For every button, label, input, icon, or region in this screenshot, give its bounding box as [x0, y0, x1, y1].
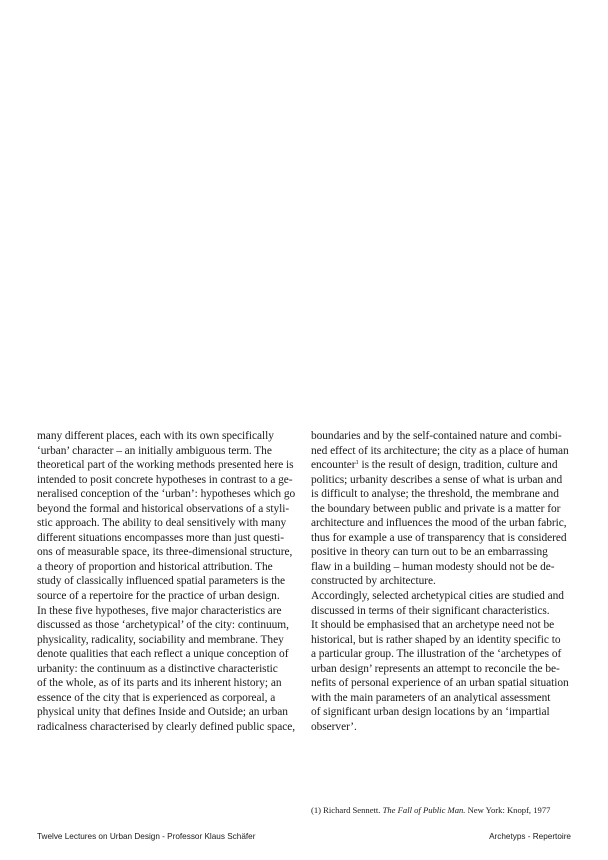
footnote-reference[interactable]: 1: [355, 459, 359, 467]
text-line: flaw in a building – human modesty should not be de-: [311, 560, 555, 573]
footer-section-title: Archetyps - Repertoire: [489, 832, 571, 841]
text-line: physicality, radicality, sociability and membrane. They: [37, 633, 284, 646]
text-line: ons of measurable space, its three-dimensional structure,: [37, 546, 293, 559]
text-line: intended to posit concrete hypotheses in contrast to a ge-: [37, 473, 293, 486]
text-line: ned effect of its architecture; the city as a place of human: [311, 444, 569, 457]
text-fragment: encounter: [311, 459, 356, 472]
text-line: neralised conception of the ‘urban’: hypotheses which go: [37, 488, 296, 501]
text-line: urban design’ represents an attempt to reconcile the be-: [311, 662, 560, 675]
text-line: with the main parameters of an analytical assessment: [311, 691, 551, 704]
text-line: is difficult to analyse; the threshold, the membrane and: [311, 488, 559, 501]
text-line: positive in theory can turn out to be an embarrassing: [311, 546, 548, 559]
footnote: [311, 805, 550, 816]
footnote-prefix: (1) Richard Sennett.: [311, 805, 383, 815]
text-line: It should be emphasised that an archetype need not be: [311, 619, 555, 632]
text-line: radicalness characterised by clearly defined public space,: [37, 720, 296, 733]
text-line: the boundary between public and private is a matter for: [311, 502, 561, 515]
text-line: denote qualities that each reflect a unique conception of: [37, 648, 289, 661]
text-fragment: is the result of design, tradition, culture and: [358, 459, 558, 472]
text-line: physical unity that defines Inside and Outside; an urban: [37, 706, 288, 719]
text-line: observer’.: [311, 720, 357, 733]
text-line: source of a repertoire for the practice of urban design.: [37, 590, 280, 603]
text-line: study of classically influenced spatial parameters is the: [37, 575, 285, 588]
text-line: nefits of personal experience of an urban spatial situation: [311, 677, 569, 690]
text-line: ‘urban’ character – an initially ambiguous term. The: [37, 444, 272, 457]
text-line: historical, but is rather shaped by an identity specific to: [311, 633, 561, 646]
text-line: politics; urbanity describes a sense of what is urban and: [311, 473, 563, 486]
text-line: urbanity: the continuum as a distinctive characteristic: [37, 662, 278, 675]
text-line: theoretical part of the working methods presented here is: [37, 459, 294, 472]
text-line: constructed by architecture.: [311, 575, 436, 588]
text-line: beyond the formal and historical observations of a styli-: [37, 502, 290, 515]
text-line-with-footnote-ref: [311, 458, 573, 473]
text-line: of significant urban design locations by an ‘impartial: [311, 706, 550, 719]
footnote-title: The Fall of Public Man.: [382, 805, 466, 815]
text-line: many different places, each with its own specifically: [37, 430, 274, 442]
footnote-suffix: New York: Knopf, 1977: [465, 805, 551, 815]
text-line: Accordingly, selected archetypical cities are studied and: [311, 590, 564, 603]
text-line: a theory of proportion and historical attribution. The: [37, 560, 273, 573]
text-line: In these five hypotheses, five major characteristics are: [37, 604, 282, 617]
footer-course-title: Twelve Lectures on Urban Design - Professor Klaus Schäfer: [37, 832, 256, 841]
text-line: thus for example a use of transparency that is considered: [311, 531, 567, 544]
text-line: discussed in terms of their significant characteristics.: [311, 604, 550, 617]
text-line: of the whole, as of its parts and its inherent history; an: [37, 677, 282, 690]
text-line: stic approach. The ability to deal sensitively with many: [37, 517, 287, 530]
text-line: different situations encompasses more than just questi-: [37, 531, 284, 544]
text-line: essence of the city that is experienced as corporeal, a: [37, 691, 276, 704]
right-text-column: [311, 429, 573, 734]
text-line: boundaries and by the self-contained nature and combi-: [311, 430, 562, 442]
text-line: a particular group. The illustration of the ‘archetypes of: [311, 648, 562, 661]
text-line: discussed as those ‘archetypical’ of the city: continuum,: [37, 619, 289, 632]
left-text-column: [37, 429, 299, 734]
text-line: architecture and influences the mood of the urban fabric,: [311, 517, 567, 530]
